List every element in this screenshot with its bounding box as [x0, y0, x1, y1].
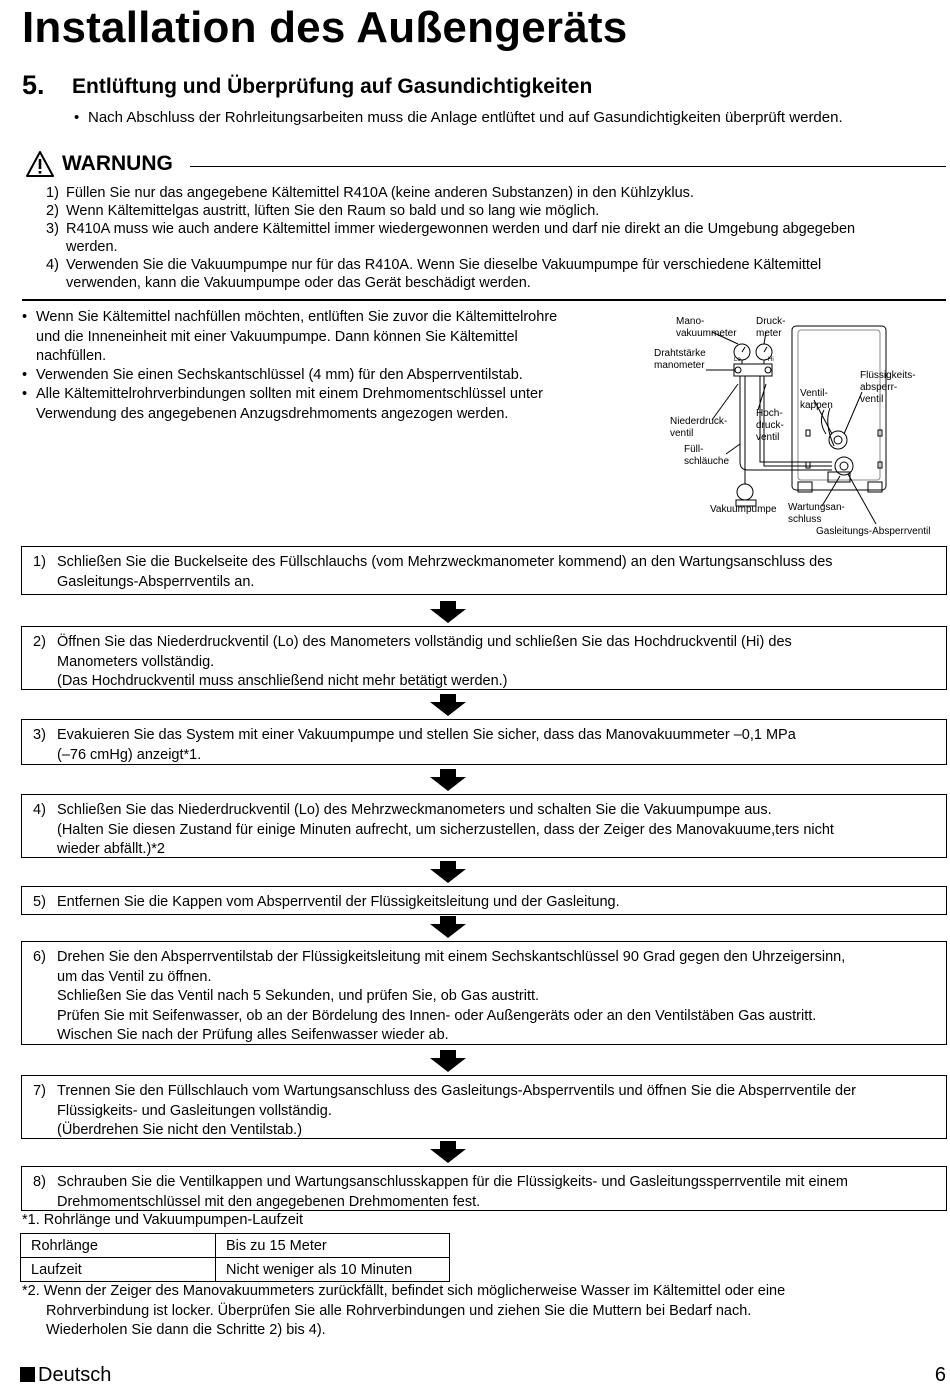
bullet-text: Verwenden Sie einen Sechskantschlüssel (4 mm) für den Absperrventilstab.: [36, 367, 523, 383]
warning-divider: [190, 166, 946, 167]
warning-item-number: 4): [46, 257, 59, 273]
label-wartungsanschluss-2: schluss: [788, 514, 822, 525]
label-hi: Hi: [768, 357, 774, 363]
down-arrow-icon: [430, 601, 466, 623]
warning-item-number: 2): [46, 203, 59, 219]
label-niederdruckventil-1: Niederdruck-: [670, 416, 728, 427]
table-cell: Rohrlänge: [21, 1234, 216, 1258]
label-druckmeter-1: Druck-: [756, 316, 786, 327]
step-number: 5): [33, 894, 46, 910]
bullet-text: nachfüllen.: [36, 348, 107, 364]
step-text: wieder abfällt.)*2: [57, 841, 165, 857]
down-arrow-icon: [430, 861, 466, 883]
label-fuellschlaeuche-1: Füll-: [684, 444, 704, 455]
label-drahtstaerke-1: Drahtstärke: [654, 348, 706, 359]
step-text: Schließen Sie die Buckelseite des Füllschlauchs (vom Mehrzweckmanometer kommend) an den Wartungsanschluss des: [57, 554, 833, 570]
warning-header: [26, 150, 946, 178]
step-number: 7): [33, 1083, 46, 1099]
bullet-mark: •: [22, 367, 28, 383]
footer-language: [20, 1362, 111, 1388]
bullet-text: Verwendung des angegebenen Anzugsdrehmoments angezogen werden.: [36, 405, 509, 422]
step-text: Schrauben Sie die Ventilkappen und Wartungsanschlusskappen für die Flüssigkeits- und Gasleitungssperrventile mit einem: [57, 1174, 848, 1190]
bullet-text: Wenn Sie Kältemittel nachfüllen möchten, entlüften Sie zuvor die Kältemittelrohre: [36, 309, 558, 325]
step-text: Schließen Sie das Niederdruckventil (Lo) des Mehrzweckmanometers und schalten Sie die Vakuumpumpe aus.: [57, 802, 772, 818]
table-cell: Nicht weniger als 10 Minuten: [216, 1258, 450, 1282]
label-vakuumpumpe: Vakuumpumpe: [710, 504, 777, 515]
gauge-manifold-diagram: [648, 312, 944, 540]
step-text: Drehen Sie den Absperrventilstab der Flüssigkeitsleitung mit einem Sechskantschlüssel 90 Grad gegen den Uhrzeigersinn,: [57, 949, 846, 965]
footnote-2-line: *2. Wenn der Zeiger des Manovakuummeters zurückfällt, befindet sich möglicherweise Wasser im Kältemittel oder eine: [22, 1283, 786, 1299]
step-text: Gasleitungs-Absperrventils an.: [57, 573, 255, 590]
warning-item-text: verwenden, kann die Vakuumpumpe oder das Gerät beschädigt werden.: [66, 275, 531, 291]
warning-item-number: 1): [46, 185, 59, 201]
step-number: 4): [33, 802, 46, 818]
page-title: Installation des Außengeräts: [22, 3, 628, 52]
warning-item-number: 3): [46, 221, 59, 237]
bullet-mark: •: [74, 109, 80, 126]
down-arrow-icon: [430, 769, 466, 791]
down-arrow-icon: [430, 694, 466, 716]
label-wartungsanschluss-1: Wartungsan-: [788, 502, 845, 513]
label-fuellschlaeuche-2: schläuche: [684, 456, 730, 467]
runtime-table: [20, 1233, 450, 1282]
down-arrow-icon: [430, 916, 466, 938]
down-arrow-icon: [430, 1050, 466, 1072]
warning-label: WARNUNG: [62, 152, 173, 175]
intro-text: Nach Abschluss der Rohrleitungsarbeiten muss die Anlage entlüftet und auf Gasundichtigkeiten überprüft werden.: [88, 109, 843, 126]
label-ventilkappen-1: Ventil-: [800, 388, 828, 399]
step-text: Trennen Sie den Füllschlauch vom Wartungsanschluss des Gasleitungs-Absperrventils und öffnen Sie die Absperrventile der: [57, 1083, 857, 1099]
footnote-1-title: *1. Rohrlänge und Vakuumpumpen-Laufzeit: [22, 1212, 304, 1228]
bullet-mark: •: [22, 309, 28, 325]
step-text: um das Ventil zu öffnen.: [57, 968, 212, 985]
step-number: 8): [33, 1174, 46, 1190]
step-number: 6): [33, 949, 46, 965]
footnote-2-line: Rohrverbindung ist locker. Überprüfen Sie alle Rohrverbindungen und ziehen Sie die Muttern bei Bedarf nach.: [46, 1303, 752, 1319]
step-text: Prüfen Sie mit Seifenwasser, ob an der Bördelung des Innen- oder Außengeräts oder an den Ventilstäben Gas austritt.: [57, 1007, 817, 1024]
step-text: Evakuieren Sie das System mit einer Vakuumpumpe und stellen Sie sicher, dass das Manovakuummeter –0,1 MPa: [57, 727, 796, 743]
square-bullet-icon: [20, 1367, 35, 1382]
label-gasleitungs: Gasleitungs-Absperrventil: [816, 526, 931, 537]
bullet-text: und die Inneneinheit mit einer Vakuumpumpe. Dann können Sie Kältemittel: [36, 328, 518, 345]
label-hochdruckventil-1: Hoch-: [756, 408, 783, 419]
step-number: 2): [33, 634, 46, 650]
step-text: (–76 cmHg) anzeigt*1.: [57, 746, 202, 763]
warning-item-text: Wenn Kältemittelgas austritt, lüften Sie den Raum so bald und so lang wie möglich.: [66, 203, 600, 219]
step-text: Entfernen Sie die Kappen vom Absperrventil der Flüssigkeitsleitung und der Gasleitung.: [57, 894, 620, 910]
label-druckmeter-2: meter: [756, 328, 782, 339]
bullet-mark: •: [22, 386, 28, 402]
label-niederdruckventil-2: ventil: [670, 428, 694, 439]
label-fluessigkeits-2: absperr-: [860, 382, 898, 393]
label-fluessigkeits-3: ventil: [860, 394, 884, 405]
table-row: [21, 1258, 450, 1282]
table-cell: Bis zu 15 Meter: [216, 1234, 450, 1258]
step-text: Öffnen Sie das Niederdruckventil (Lo) des Manometers vollständig und schließen Sie das Hochdruckventil (Hi) des: [57, 634, 792, 650]
label-fluessigkeits-1: Flüssigkeits-: [860, 370, 916, 381]
section-number: 5.: [22, 70, 45, 100]
footer-language-label: Deutsch: [38, 1364, 112, 1386]
step-text: (Halten Sie diesen Zustand für einige Minuten aufrecht, um sicherzustellen, dass der Zeiger des Manovakuume,ters nicht: [57, 821, 834, 838]
section-title: Entlüftung und Überprüfung auf Gasundichtigkeiten: [72, 75, 593, 98]
label-ventilkappen-2: kappen: [800, 400, 833, 411]
warning-item-text: werden.: [66, 239, 118, 255]
warning-item-text: Füllen Sie nur das angegebene Kältemittel R410A (keine anderen Substanzen) in den Kühlzyklus.: [66, 185, 694, 201]
label-manovakuummeter-2: vakuummeter: [676, 328, 737, 339]
page-number: 6: [934, 1364, 946, 1386]
step-text: (Das Hochdruckventil muss anschließend nicht mehr betätigt werden.): [57, 673, 508, 689]
step-text: Schließen Sie das Ventil nach 5 Sekunden, und prüfen Sie, ob Gas austritt.: [57, 988, 540, 1004]
bullet-text: Alle Kältemittelrohrverbindungen sollten mit einem Drehmomentschlüssel unter: [36, 386, 543, 402]
down-arrow-icon: [430, 1141, 466, 1163]
label-hochdruckventil-2: druck-: [756, 420, 784, 431]
table-row: [21, 1234, 450, 1258]
label-manovakuummeter-1: Mano-: [676, 316, 705, 327]
step-text: (Überdrehen Sie nicht den Ventilstab.): [57, 1122, 303, 1138]
step-text: Drehmomentschlüssel mit den angegebenen Drehmomenten fest.: [57, 1193, 481, 1210]
warning-triangle-icon: [26, 150, 54, 178]
table-cell: Laufzeit: [21, 1258, 216, 1282]
warning-item-text: Verwenden Sie die Vakuumpumpe nur für das R410A. Wenn Sie dieselbe Vakuumpumpe für verschiedene Kältemittel: [66, 257, 822, 273]
label-hochdruckventil-3: ventil: [756, 432, 780, 443]
warning-item-text: R410A muss wie auch andere Kältemittel immer wiedergewonnen werden und darf nie direkt an die Umgebung abgegeben: [66, 221, 856, 237]
step-text: Flüssigkeits- und Gasleitungen vollständig.: [57, 1102, 332, 1119]
step-text: Wischen Sie nach der Prüfung alles Seifenwasser wieder ab.: [57, 1027, 449, 1043]
step-number: 1): [33, 554, 46, 570]
label-drahtstaerke-2: manometer: [654, 360, 705, 371]
footnote-2-line: Wiederholen Sie dann die Schritte 2) bis 4).: [46, 1322, 326, 1338]
label-lo: Lo: [734, 357, 741, 363]
step-number: 3): [33, 727, 46, 743]
divider: [22, 299, 946, 301]
step-text: Manometers vollständig.: [57, 653, 215, 670]
